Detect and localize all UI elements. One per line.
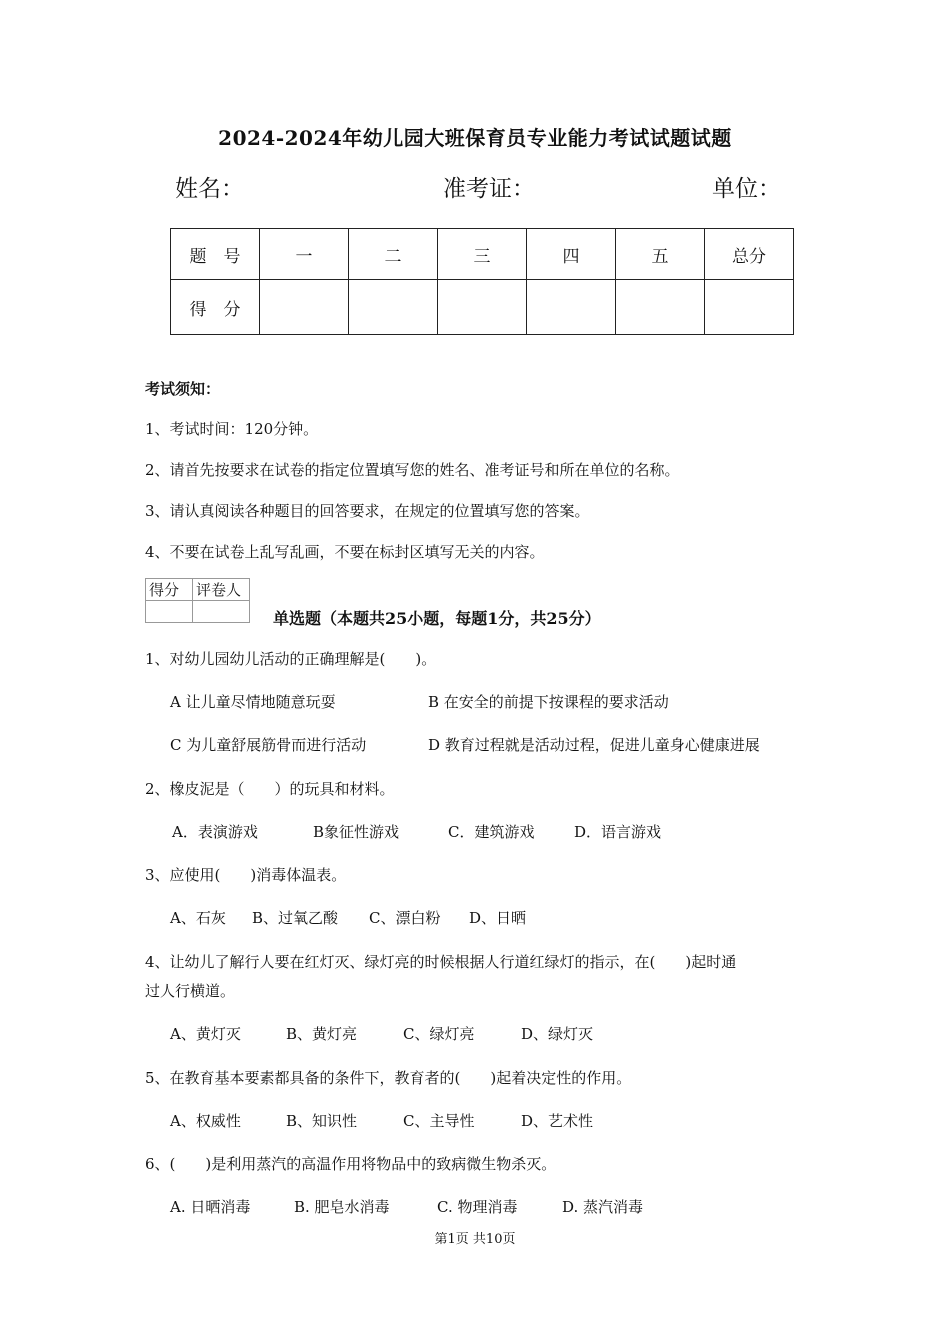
question-option: C 为儿童舒展筋骨而进行活动: [170, 736, 367, 754]
score-header-cell: 题 号: [171, 229, 260, 280]
question-option: A. 日晒消毒: [170, 1198, 251, 1216]
question-stem: 6、( )是利用蒸汽的高温作用将物品中的致病微生物杀灭。: [145, 1155, 557, 1173]
question-option: B、知识性: [286, 1112, 358, 1130]
grader-reviewer-cell[interactable]: [193, 601, 250, 623]
score-table-header-row: [171, 229, 794, 280]
score-table-score-row: [171, 280, 794, 335]
question-option: D 教育过程就是活动过程，促进儿童身心健康进展: [428, 736, 760, 754]
section-title: 单选题（本题共25小题，每题1分，共25分）: [273, 609, 601, 628]
question-stem: 3、应使用( )消毒体温表。: [145, 866, 347, 884]
score-row-label: 得 分: [171, 280, 260, 335]
name-label: 姓名：: [175, 176, 244, 202]
notice-item: 2、请首先按要求在试卷的指定位置填写您的姓名、准考证号和所在单位的名称。: [145, 461, 680, 479]
question-option: A 让儿童尽情地随意玩耍: [170, 693, 336, 711]
notice-title: 考试须知：: [145, 380, 221, 398]
score-cell[interactable]: [260, 280, 349, 335]
question-option: D、日晒: [469, 909, 527, 927]
question-stem: 4、让幼儿了解行人要在红灯灭、绿灯亮的时候根据人行道红绿灯的指示，在( )起时通: [145, 953, 737, 971]
grader-reviewer-label: 评卷人: [193, 579, 250, 601]
score-header-cell: 三: [438, 229, 527, 280]
notice-item: 4、不要在试卷上乱写乱画，不要在标封区填写无关的内容。: [145, 543, 545, 561]
score-header-cell: 五: [616, 229, 705, 280]
question-option: D．语言游戏: [574, 823, 662, 841]
question-option: B、黄灯亮: [286, 1025, 358, 1043]
question-option: C．建筑游戏: [448, 823, 535, 841]
question-option: A、权威性: [170, 1112, 241, 1130]
unit-label: 单位：: [712, 176, 781, 202]
score-table: [170, 228, 794, 335]
question-option: A、黄灯灭: [170, 1025, 241, 1043]
question-option: B象征性游戏: [313, 823, 400, 841]
question-stem: 2、橡皮泥是（ ）的玩具和材料。: [145, 780, 395, 798]
score-header-cell: 一: [260, 229, 349, 280]
grader-score-label: 得分: [146, 579, 193, 601]
score-cell[interactable]: [438, 280, 527, 335]
question-option: C、漂白粉: [369, 909, 441, 927]
notice-item: 3、请认真阅读各种题目的回答要求，在规定的位置填写您的答案。: [145, 502, 590, 520]
question-option: B. 肥皂水消毒: [294, 1198, 390, 1216]
score-cell[interactable]: [349, 280, 438, 335]
score-header-cell: 总分: [705, 229, 794, 280]
question-option: A、石灰: [170, 909, 226, 927]
question-option: B 在安全的前提下按课程的要求活动: [428, 693, 669, 711]
score-header-cell: 二: [349, 229, 438, 280]
score-header-cell: 四: [527, 229, 616, 280]
exam-id-label: 准考证：: [443, 176, 535, 202]
score-cell[interactable]: [527, 280, 616, 335]
exam-title: 2024-2024年幼儿园大班保育员专业能力考试试题试题: [218, 126, 732, 150]
question-stem-continued: 过人行横道。: [145, 982, 236, 1000]
grader-box: [145, 578, 250, 623]
score-cell[interactable]: [705, 280, 794, 335]
page-footer: 第1页 共10页: [434, 1232, 516, 1247]
question-option: C. 物理消毒: [437, 1198, 518, 1216]
grader-score-cell[interactable]: [146, 601, 193, 623]
question-option: D. 蒸汽消毒: [562, 1198, 644, 1216]
question-option: C、绿灯亮: [403, 1025, 475, 1043]
question-option: C、主导性: [403, 1112, 475, 1130]
question-option: B、过氧乙酸: [252, 909, 339, 927]
question-stem: 5、在教育基本要素都具备的条件下，教育者的( )起着决定性的作用。: [145, 1069, 632, 1087]
question-option: D、绿灯灭: [521, 1025, 594, 1043]
question-option: D、艺术性: [521, 1112, 594, 1130]
notice-item: 1、考试时间：120分钟。: [145, 420, 319, 438]
question-stem: 1、对幼儿园幼儿活动的正确理解是( )。: [145, 650, 437, 668]
question-option: A．表演游戏: [172, 823, 258, 841]
score-cell[interactable]: [616, 280, 705, 335]
